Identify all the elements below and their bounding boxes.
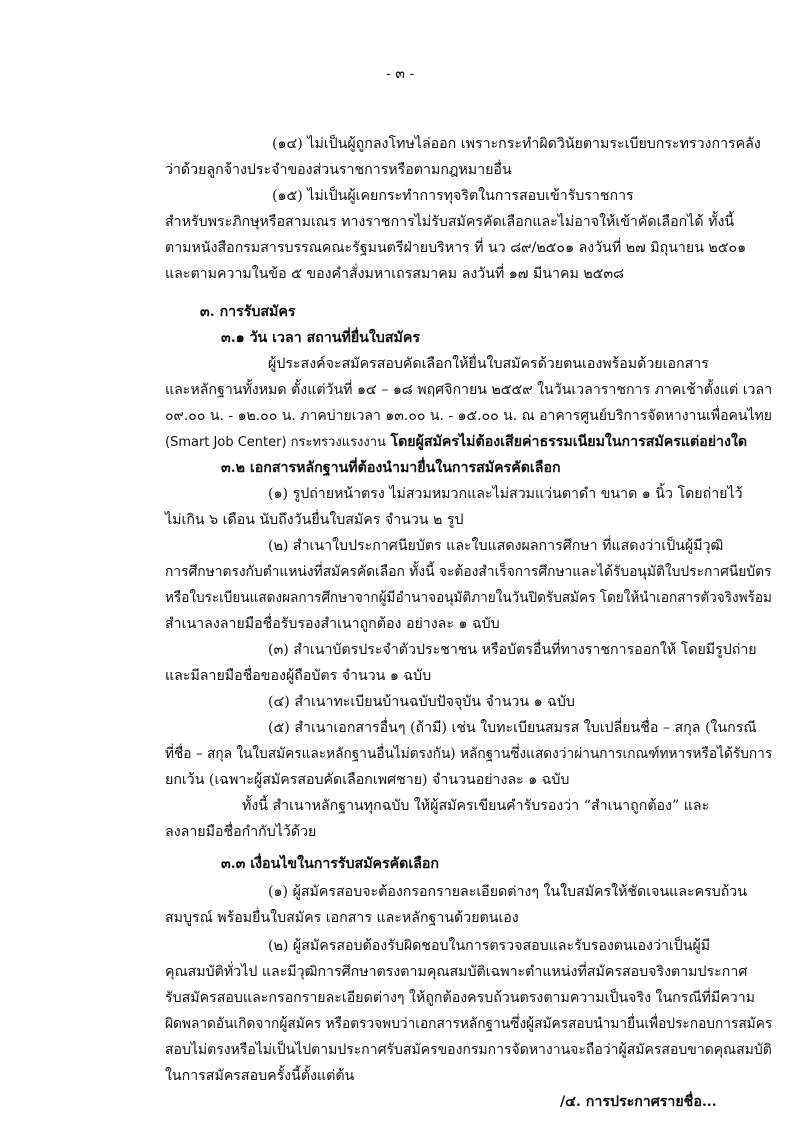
text-line: และตามความในข้อ ๕ ของคำสั่งมหาเถรสมาคม ลงวันที่ ๑๗ มีนาคม ๒๕๓๘ [165, 266, 625, 282]
text-line: ว่าด้วยลูกจ้างประจำของส่วนราชการหรือตามกฎหมายอื่น [165, 162, 512, 178]
text-line: ทั้งนี้ สำเนาหลักฐานทุกฉบับ ให้ผู้สมัครเขียนคำรับรองว่า “สำเนาถูกต้อง” และ [242, 798, 710, 814]
text-line: หรือใบระเบียนแสดงผลการศึกษาจากผู้มีอำนาจอนุมัติภายในวันปิดรับสมัคร โดยให้นำเอกสารตัวจริงพร้อม [165, 590, 772, 606]
text-line: สมบูรณ์ พร้อมยื่นใบสมัคร เอกสาร และหลักฐานด้วยตนเอง [165, 910, 519, 926]
text-line: สอบไม่ตรงหรือไม่เป็นไปตามประกาศรับสมัครของกรมการจัดหางานจะถือว่าผู้สมัครสอบขาดคุณสมบัติ [165, 1042, 772, 1058]
text-line: (๓) สำเนาบัตรประจำตัวประชาชน หรือบัตรอื่นที่ทางราชการออกให้ โดยมีรูปถ่าย [268, 642, 757, 658]
emphasis-text: โดยผู้สมัครไม่ต้องเสียค่าธรรมเนียมในการสมัครแต่อย่างใด [390, 434, 748, 450]
page-number: - ๓ - [386, 66, 415, 82]
section-heading: ๓. การรับสมัคร [200, 304, 296, 320]
text-line: สำหรับพระภิกษุหรือสามเณร ทางราชการไม่รับสมัครคัดเลือกและไม่อาจให้เข้าคัดเลือกได้ ทั้งนี้ [165, 214, 735, 230]
text-line: ที่ชื่อ – สกุล ในใบสมัครและหลักฐานอื่นไม่ตรงกัน) หลักฐานซึ่งแสดงว่าผ่านการเกณฑ์ทหารหรือได้รับการ [165, 746, 773, 762]
text-line: สำเนาลงลายมือชื่อรับรองสำเนาถูกต้อง อย่างละ ๑ ฉบับ [165, 616, 500, 632]
text-line: (๔) สำเนาทะเบียนบ้านฉบับปัจจุบัน จำนวน ๑ ฉบับ [268, 694, 575, 710]
text-line: (๒) สำเนาใบประกาศนียบัตร และใบแสดงผลการศึกษา ที่แสดงว่าเป็นผู้มีวุฒิ [268, 538, 724, 554]
subsection-heading: ๓.๑ วัน เวลา สถานที่ยื่นใบสมัคร [221, 330, 420, 346]
text-line: (๕) สำเนาเอกสารอื่นๆ (ถ้ามี) เช่น ใบทะเบียนสมรส ใบเปลี่ยนชื่อ – สกุล (ในกรณี [268, 720, 757, 736]
text-line: (๒) ผู้สมัครสอบต้องรับผิดชอบในการตรวจสอบและรับรองตนเองว่าเป็นผู้มี [268, 938, 711, 954]
text-line: และหลักฐานทั้งหมด ตั้งแต่วันที่ ๑๔ – ๑๘ พฤศจิกายน ๒๕๕๙ ในวันเวลาราชการ ภาคเช้าตั้งแต่ เวลา [165, 382, 773, 398]
text-line: (๑) รูปถ่ายหน้าตรง ไม่สวมหมวกและไม่สวมแว่นตาดำ ขนาด ๑ นิ้ว โดยถ่ายไว้ [268, 486, 743, 502]
subsection-heading: ๓.๒ เอกสารหลักฐานที่ต้องนำมายื่นในการสมัครคัดเลือก [221, 460, 561, 476]
text-line: ผู้ประสงค์จะสมัครสอบคัดเลือกให้ยื่นใบสมัครด้วยตนเองพร้อมด้วยเอกสาร [268, 356, 709, 372]
subsection-heading: ๓.๓ เงื่อนไขในการรับสมัครคัดเลือก [221, 856, 440, 872]
text-line: (๑๕) ไม่เป็นผู้เคยกระทำการทุจริตในการสอบเข้ารับราชการ [272, 188, 634, 204]
text-line: คุณสมบัติทั่วไป และมีวุฒิการศึกษาตรงตามคุณสมบัติเฉพาะตำแหน่งที่สมัครสอบจริงตามประกาศ [165, 964, 748, 980]
text-line [165, 432, 747, 453]
text-line: ๐๙.๐๐ น. - ๑๒.๐๐ น. ภาคบ่ายเวลา ๑๓.๐๐ น. - ๑๕.๐๐ น. ณ อาคารศูนย์บริการจัดหางานเพื่อคนไทย [165, 408, 772, 424]
text-line: ในการสมัครสอบครั้งนี้ตั้งแต่ต้น [165, 1068, 355, 1084]
text-line: การศึกษาตรงกับตำแหน่งที่สมัครคัดเลือก ทั้งนี้ จะต้องสำเร็จการศึกษาและได้รับอนุมัติใบประกาศนียบัตร [165, 564, 772, 580]
text-line: ตามหนังสือกรมสารบรรณคณะรัฐมนตรีฝ่ายบริหาร ที่ นว ๘๙/๒๕๐๑ ลงวันที่ ๒๗ มิถุนายน ๒๕๐๑ [165, 240, 747, 256]
text-line: ผิดพลาดอันเกิดจากผู้สมัคร หรือตรวจพบว่าเอกสารหลักฐานซึ่งผู้สมัครสอบนำมายื่นเพื่อประกอบการสมัคร [165, 1016, 773, 1032]
text-line: และมีลายมือชื่อของผู้ถือบัตร จำนวน ๑ ฉบับ [165, 668, 432, 684]
text-line: ไม่เกิน ๖ เดือน นับถึงวันยื่นใบสมัคร จำนวน ๒ รูป [165, 512, 464, 528]
continuation-footer: /๔. การประกาศรายชื่อ... [560, 1094, 717, 1110]
text-line: รับสมัครสอบและกรอกรายละเอียดต่างๆ ให้ถูกต้องครบถ้วนตรงตามความเป็นจริง ในกรณีที่มีความ [165, 990, 756, 1006]
text-line: (๑๔) ไม่เป็นผู้ถูกลงโทษไล่ออก เพราะกระทำผิดวินัยตามระเบียบกระทรวงการคลัง [272, 136, 761, 152]
text-line: ยกเว้น (เฉพาะผู้สมัครสอบคัดเลือกเพศชาย) จำนวนอย่างละ ๑ ฉบับ [165, 772, 570, 788]
text-line: (๑) ผู้สมัครสอบจะต้องกรอกรายละเอียดต่างๆ ในใบสมัครให้ชัดเจนและครบถ้วน [268, 884, 747, 900]
text-segment: (Smart Job Center) กระทรวงแรงงาน [165, 435, 386, 450]
text-line: ลงลายมือชื่อกำกับไว้ด้วย [165, 824, 317, 840]
